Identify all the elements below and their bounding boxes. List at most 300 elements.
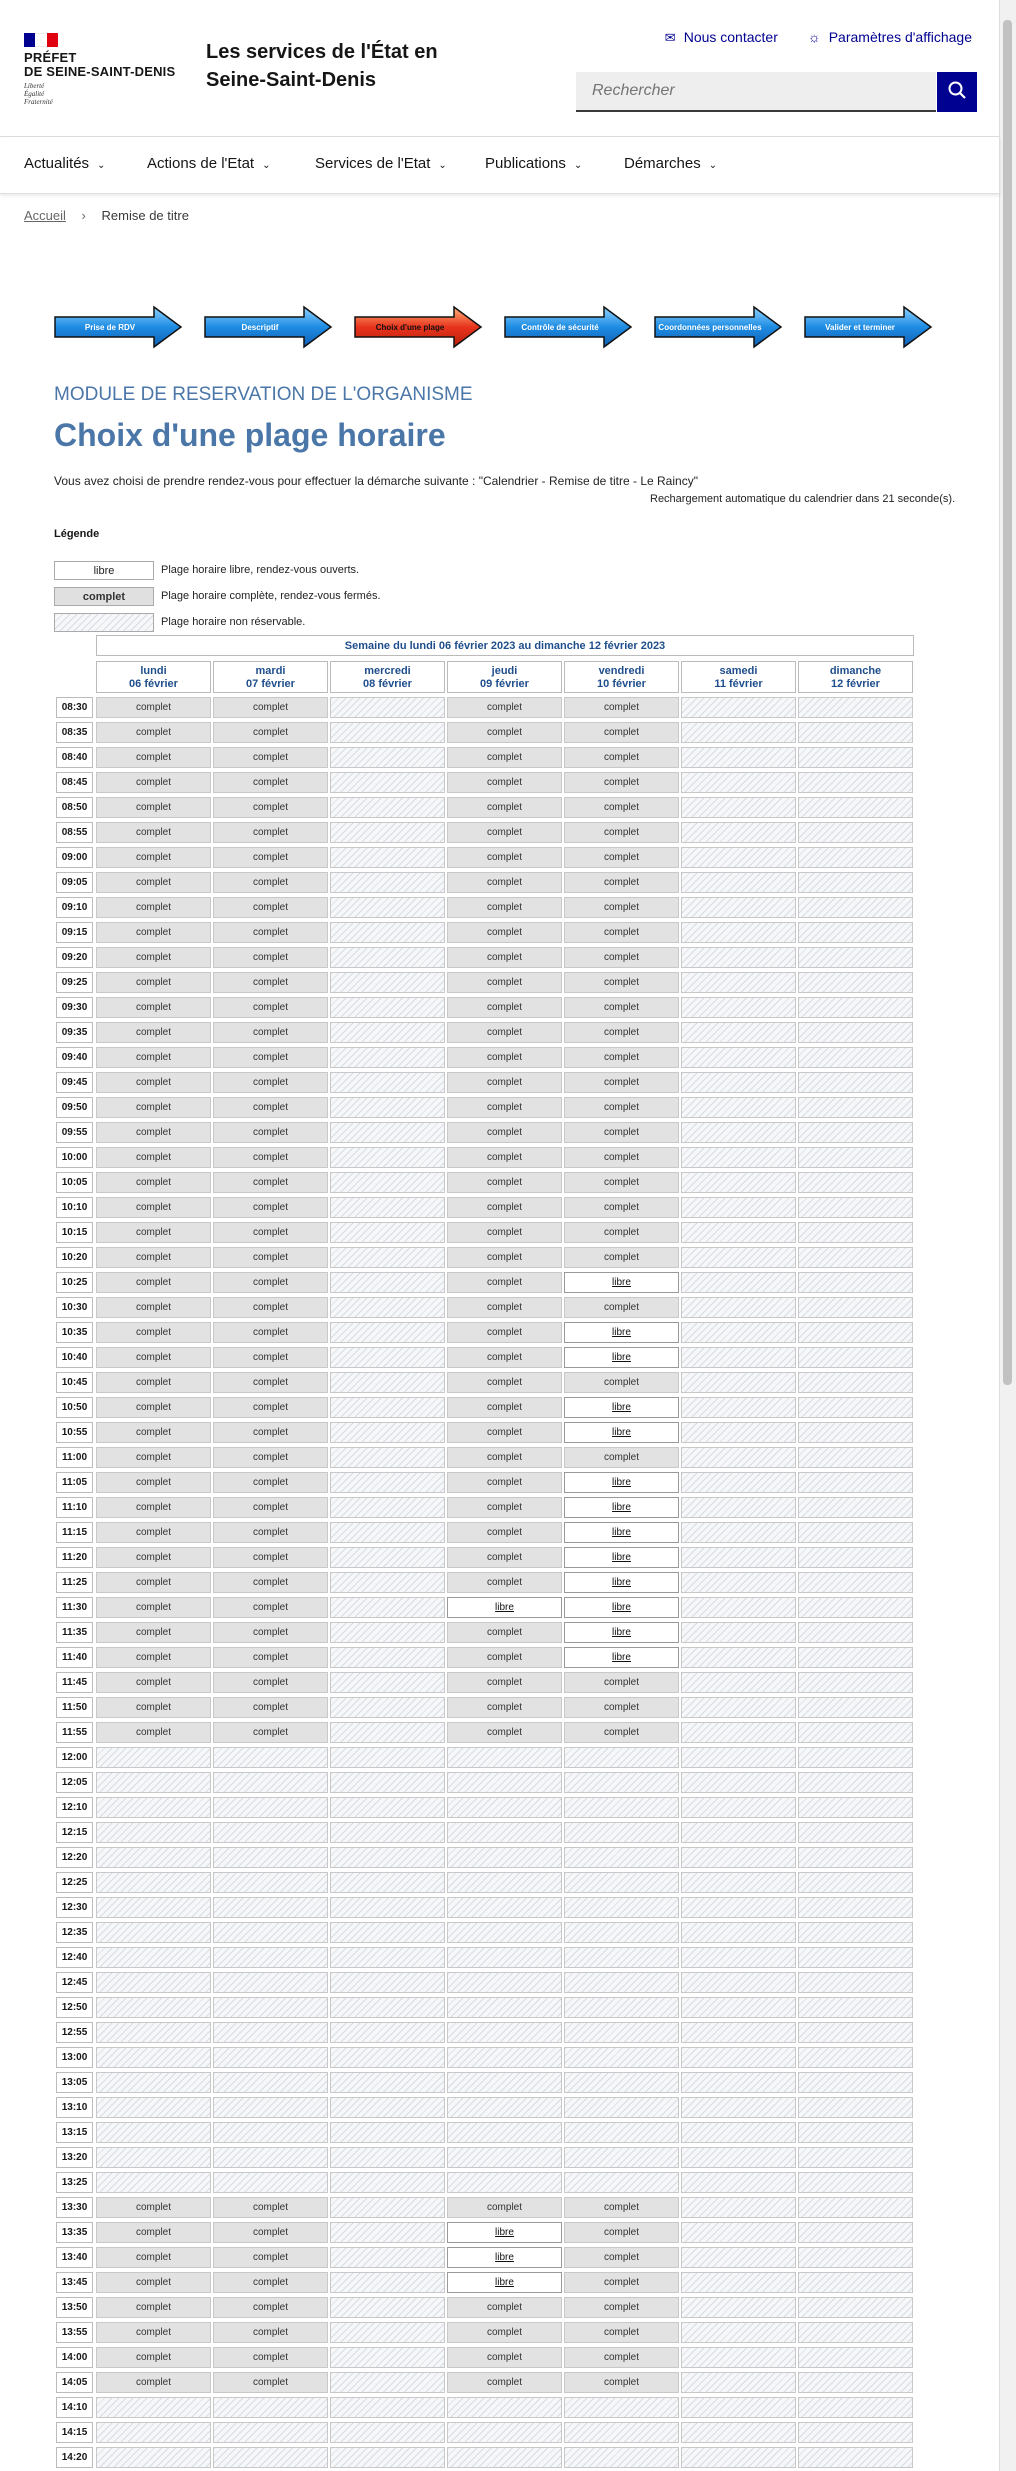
slot-unavailable xyxy=(798,1172,913,1193)
slot-unavailable xyxy=(798,1697,913,1718)
motto-line: Fraternité xyxy=(24,98,53,106)
scrollbar-thumb[interactable] xyxy=(1003,20,1012,1385)
slot-libre-link[interactable]: libre xyxy=(564,1272,679,1293)
chevron-down-icon: ⌄ xyxy=(262,160,271,171)
slot-unavailable xyxy=(681,997,796,1018)
slot-unavailable xyxy=(330,1972,445,1993)
week-label: Semaine du lundi 06 février 2023 au dimanche 12 février 2023 xyxy=(96,635,914,656)
slot-unavailable xyxy=(798,1747,913,1768)
slot-complet: complet xyxy=(96,1497,211,1518)
slot-complet: complet xyxy=(447,1647,562,1668)
slot-unavailable xyxy=(681,947,796,968)
slot-complet: complet xyxy=(564,722,679,743)
slot-libre-link[interactable]: libre xyxy=(447,2272,562,2293)
nav-item-services[interactable] xyxy=(315,155,447,172)
slot-unavailable xyxy=(330,1197,445,1218)
slot-unavailable xyxy=(681,1072,796,1093)
slot-unavailable xyxy=(681,797,796,818)
slot-complet: complet xyxy=(213,1047,328,1068)
slot-unavailable xyxy=(330,1122,445,1143)
slot-unavailable xyxy=(564,2122,679,2143)
slot-unavailable xyxy=(798,772,913,793)
slot-unavailable xyxy=(798,2422,913,2443)
slot-complet: complet xyxy=(96,1397,211,1418)
time-label: 12:35 xyxy=(56,1922,93,1943)
flag-blue xyxy=(24,33,35,47)
slot-libre-link[interactable]: libre xyxy=(564,1647,679,1668)
slot-unavailable xyxy=(798,2372,913,2393)
slot-complet: complet xyxy=(213,897,328,918)
flag-white xyxy=(35,33,46,47)
slot-complet: complet xyxy=(447,797,562,818)
slot-libre-link[interactable]: libre xyxy=(447,2222,562,2243)
slot-unavailable xyxy=(330,1097,445,1118)
slot-complet: complet xyxy=(447,1522,562,1543)
slot-complet: complet xyxy=(447,1197,562,1218)
slot-complet: complet xyxy=(96,797,211,818)
slot-unavailable xyxy=(96,1922,211,1943)
slot-unavailable xyxy=(564,1822,679,1843)
slot-complet: complet xyxy=(213,947,328,968)
nav-item-actions[interactable] xyxy=(147,155,270,172)
slot-unavailable xyxy=(681,1522,796,1543)
slot-complet: complet xyxy=(96,922,211,943)
slot-unavailable xyxy=(330,2247,445,2268)
slot-unavailable xyxy=(564,1872,679,1893)
time-label: 08:45 xyxy=(56,772,93,793)
slot-complet: complet xyxy=(96,722,211,743)
slot-unavailable xyxy=(681,922,796,943)
slot-unavailable xyxy=(447,1747,562,1768)
slot-unavailable xyxy=(681,1322,796,1343)
time-label: 10:15 xyxy=(56,1222,93,1243)
slot-complet: complet xyxy=(96,1547,211,1568)
slot-complet: complet xyxy=(213,2347,328,2368)
time-label: 12:15 xyxy=(56,1822,93,1843)
slot-complet: complet xyxy=(213,1447,328,1468)
slot-unavailable xyxy=(447,2122,562,2143)
time-label: 09:10 xyxy=(56,897,93,918)
slot-unavailable xyxy=(798,1822,913,1843)
slot-unavailable xyxy=(213,2072,328,2093)
slot-unavailable xyxy=(564,1947,679,1968)
slot-unavailable xyxy=(681,1247,796,1268)
slot-complet: complet xyxy=(96,1122,211,1143)
slot-unavailable xyxy=(798,1322,913,1343)
slot-complet: complet xyxy=(96,1222,211,1243)
slot-unavailable xyxy=(330,1322,445,1343)
slot-unavailable xyxy=(213,1997,328,2018)
time-label: 10:10 xyxy=(56,1197,93,1218)
slot-unavailable xyxy=(798,922,913,943)
slot-unavailable xyxy=(96,1897,211,1918)
slot-unavailable xyxy=(681,1572,796,1593)
slot-complet: complet xyxy=(564,947,679,968)
page-scrollbar[interactable] xyxy=(999,0,1016,2471)
slot-complet: complet xyxy=(213,1497,328,1518)
slot-complet: complet xyxy=(213,847,328,868)
slot-unavailable xyxy=(681,1697,796,1718)
time-label: 09:45 xyxy=(56,1072,93,1093)
time-label: 11:05 xyxy=(56,1472,93,1493)
time-label: 09:25 xyxy=(56,972,93,993)
time-label: 10:55 xyxy=(56,1422,93,1443)
slot-complet: complet xyxy=(213,1347,328,1368)
time-label: 13:25 xyxy=(56,2172,93,2193)
slot-complet: complet xyxy=(96,1472,211,1493)
slot-complet: complet xyxy=(447,2197,562,2218)
nav-item-actualites[interactable] xyxy=(24,155,105,172)
breadcrumb-home-link[interactable]: Accueil xyxy=(24,208,66,223)
slot-unavailable xyxy=(330,1747,445,1768)
slot-complet: complet xyxy=(96,972,211,993)
slot-libre-link[interactable]: libre xyxy=(564,1422,679,1443)
slot-unavailable xyxy=(564,2147,679,2168)
slot-complet: complet xyxy=(447,897,562,918)
slot-libre-link[interactable]: libre xyxy=(564,1347,679,1368)
slot-unavailable xyxy=(681,747,796,768)
slot-complet: complet xyxy=(564,847,679,868)
slot-unavailable xyxy=(681,2272,796,2293)
slot-complet: complet xyxy=(447,1372,562,1393)
slot-complet: complet xyxy=(213,1547,328,1568)
slot-complet: complet xyxy=(564,2347,679,2368)
slot-complet: complet xyxy=(96,1522,211,1543)
nav-item-demarches[interactable] xyxy=(624,155,717,172)
slot-unavailable xyxy=(213,2422,328,2443)
time-label: 11:20 xyxy=(56,1547,93,1568)
nav-item-publications[interactable] xyxy=(485,155,582,172)
slot-complet: complet xyxy=(447,1172,562,1193)
prefet-logo[interactable] xyxy=(24,33,175,106)
legend-complet-text: Plage horaire complète, rendez-vous fermés. xyxy=(161,590,381,602)
time-label: 09:50 xyxy=(56,1097,93,1118)
slot-unavailable xyxy=(330,1347,445,1368)
slot-unavailable xyxy=(96,2447,211,2468)
slot-complet: complet xyxy=(213,1297,328,1318)
contact-link[interactable] xyxy=(665,29,778,46)
day-header-jeudi xyxy=(447,661,562,693)
time-label: 13:10 xyxy=(56,2097,93,2118)
time-label: 09:35 xyxy=(56,1022,93,1043)
slot-complet: complet xyxy=(447,1072,562,1093)
slot-unavailable xyxy=(213,1797,328,1818)
legend-unavailable-swatch xyxy=(54,613,154,632)
slot-complet: complet xyxy=(564,972,679,993)
slot-complet: complet xyxy=(96,1097,211,1118)
header-tools xyxy=(665,29,972,46)
time-label: 10:45 xyxy=(56,1372,93,1393)
slot-unavailable xyxy=(330,1172,445,1193)
slot-unavailable xyxy=(564,1847,679,1868)
slot-unavailable xyxy=(798,972,913,993)
slot-unavailable xyxy=(330,2347,445,2368)
slot-complet: complet xyxy=(96,1047,211,1068)
flag-red xyxy=(47,33,58,47)
slot-libre-link[interactable]: libre xyxy=(447,2247,562,2268)
time-label: 12:00 xyxy=(56,1747,93,1768)
slot-unavailable xyxy=(564,1772,679,1793)
time-label: 10:20 xyxy=(56,1247,93,1268)
slot-complet: complet xyxy=(564,1222,679,1243)
slot-complet: complet xyxy=(96,1197,211,1218)
slot-unavailable xyxy=(681,1547,796,1568)
slot-complet: complet xyxy=(564,1447,679,1468)
slot-unavailable xyxy=(798,1872,913,1893)
slot-complet: complet xyxy=(96,2197,211,2218)
step-5 xyxy=(654,305,783,349)
slot-unavailable xyxy=(681,2422,796,2443)
slot-complet: complet xyxy=(447,1247,562,1268)
slot-unavailable xyxy=(447,1872,562,1893)
slot-unavailable xyxy=(798,1422,913,1443)
day-name: samedi xyxy=(719,665,758,677)
time-label: 14:05 xyxy=(56,2372,93,2393)
slot-complet: complet xyxy=(96,2297,211,2318)
slot-complet: complet xyxy=(564,772,679,793)
slot-unavailable xyxy=(330,1822,445,1843)
slot-complet: complet xyxy=(447,2322,562,2343)
slot-complet: complet xyxy=(213,772,328,793)
slot-unavailable xyxy=(96,1772,211,1793)
slot-libre-link[interactable]: libre xyxy=(564,1397,679,1418)
slot-complet: complet xyxy=(447,1672,562,1693)
slot-unavailable xyxy=(330,2072,445,2093)
time-label: 11:25 xyxy=(56,1572,93,1593)
slot-unavailable xyxy=(798,2047,913,2068)
slot-libre-link[interactable]: libre xyxy=(564,1472,679,1493)
legend-unavailable-text: Plage horaire non réservable. xyxy=(161,616,306,628)
search-input[interactable] xyxy=(576,72,936,112)
slot-complet: complet xyxy=(213,1072,328,1093)
service-title[interactable] xyxy=(206,38,438,94)
slot-unavailable xyxy=(798,1622,913,1643)
slot-unavailable xyxy=(330,1297,445,1318)
slot-complet: complet xyxy=(447,972,562,993)
sun-icon: ☼ xyxy=(807,29,821,45)
module-title: MODULE DE RESERVATION DE L'ORGANISME xyxy=(54,384,473,405)
slot-unavailable xyxy=(330,697,445,718)
chevron-down-icon: ⌄ xyxy=(573,160,583,171)
slot-complet: complet xyxy=(564,1197,679,1218)
slot-complet: complet xyxy=(213,2272,328,2293)
slot-unavailable xyxy=(330,1522,445,1543)
slot-unavailable xyxy=(681,772,796,793)
slot-complet: complet xyxy=(564,747,679,768)
slot-unavailable xyxy=(681,1347,796,1368)
nav-label: Services de l'Etat xyxy=(315,155,431,172)
slot-unavailable xyxy=(798,722,913,743)
slot-unavailable xyxy=(330,1147,445,1168)
slot-unavailable xyxy=(798,1247,913,1268)
slot-unavailable xyxy=(798,1272,913,1293)
slot-unavailable xyxy=(96,1847,211,1868)
slot-unavailable xyxy=(798,1472,913,1493)
slot-complet: complet xyxy=(96,1647,211,1668)
slot-complet: complet xyxy=(564,797,679,818)
slot-unavailable xyxy=(798,947,913,968)
step-6 xyxy=(804,305,933,349)
slot-unavailable xyxy=(681,2322,796,2343)
slot-complet: complet xyxy=(564,1097,679,1118)
slot-unavailable xyxy=(681,1972,796,1993)
slot-unavailable xyxy=(798,697,913,718)
slot-unavailable xyxy=(798,1972,913,1993)
slot-unavailable xyxy=(564,1797,679,1818)
slot-unavailable xyxy=(564,1897,679,1918)
slot-unavailable xyxy=(681,2047,796,2068)
slot-complet: complet xyxy=(447,1572,562,1593)
day-date: 06 février xyxy=(129,678,178,690)
slot-unavailable xyxy=(330,722,445,743)
slot-libre-link[interactable]: libre xyxy=(564,1497,679,1518)
slot-complet: complet xyxy=(447,1397,562,1418)
logo-title xyxy=(24,51,175,79)
slot-complet: complet xyxy=(213,1422,328,1443)
slot-complet: complet xyxy=(564,1172,679,1193)
slot-unavailable xyxy=(798,1722,913,1743)
time-label: 08:40 xyxy=(56,747,93,768)
slot-complet: complet xyxy=(447,1497,562,1518)
day-date: 12 février xyxy=(831,678,880,690)
slot-unavailable xyxy=(213,1747,328,1768)
slot-unavailable xyxy=(681,1372,796,1393)
slot-complet: complet xyxy=(447,1047,562,1068)
slot-complet: complet xyxy=(213,922,328,943)
slot-complet: complet xyxy=(447,1347,562,1368)
slot-unavailable xyxy=(447,1972,562,1993)
slot-unavailable xyxy=(798,1047,913,1068)
slot-complet: complet xyxy=(96,897,211,918)
slot-unavailable xyxy=(330,1547,445,1568)
slot-unavailable xyxy=(96,1947,211,1968)
slot-libre-link[interactable]: libre xyxy=(564,1572,679,1593)
slot-unavailable xyxy=(681,1197,796,1218)
slot-complet: complet xyxy=(447,847,562,868)
slot-unavailable xyxy=(330,1797,445,1818)
slot-complet: complet xyxy=(447,822,562,843)
slot-unavailable xyxy=(798,1122,913,1143)
slot-complet: complet xyxy=(96,1672,211,1693)
slot-unavailable xyxy=(681,2397,796,2418)
slot-unavailable xyxy=(330,2397,445,2418)
slot-complet: complet xyxy=(96,747,211,768)
slot-unavailable xyxy=(330,1897,445,1918)
time-label: 10:50 xyxy=(56,1397,93,1418)
slot-libre-link[interactable]: libre xyxy=(564,1522,679,1543)
slot-complet: complet xyxy=(447,772,562,793)
slot-unavailable xyxy=(681,1647,796,1668)
slot-unavailable xyxy=(330,1622,445,1643)
slot-unavailable xyxy=(798,2347,913,2368)
slot-unavailable xyxy=(798,1572,913,1593)
slot-complet: complet xyxy=(96,1447,211,1468)
step-3 xyxy=(354,305,483,349)
slot-unavailable xyxy=(447,2022,562,2043)
time-label: 13:20 xyxy=(56,2147,93,2168)
slot-unavailable xyxy=(447,2072,562,2093)
time-label: 08:50 xyxy=(56,797,93,818)
time-label: 11:40 xyxy=(56,1647,93,1668)
chevron-down-icon: ⌄ xyxy=(97,160,106,171)
slot-unavailable xyxy=(681,2297,796,2318)
slot-complet: complet xyxy=(96,997,211,1018)
slot-complet: complet xyxy=(564,872,679,893)
slot-unavailable xyxy=(798,1222,913,1243)
slot-unavailable xyxy=(213,1772,328,1793)
time-label: 10:40 xyxy=(56,1347,93,1368)
slot-unavailable xyxy=(330,1497,445,1518)
slot-unavailable xyxy=(798,2097,913,2118)
legend-libre-swatch xyxy=(54,561,154,580)
slot-libre-link[interactable]: libre xyxy=(564,1597,679,1618)
slot-unavailable xyxy=(681,1947,796,1968)
time-label: 12:30 xyxy=(56,1897,93,1918)
time-label: 10:30 xyxy=(56,1297,93,1318)
slot-complet: complet xyxy=(213,1597,328,1618)
slot-libre-link[interactable]: libre xyxy=(564,1322,679,1343)
slot-unavailable xyxy=(330,847,445,868)
time-label: 12:40 xyxy=(56,1947,93,1968)
slot-unavailable xyxy=(798,1097,913,1118)
motto-line: Égalité xyxy=(24,90,45,98)
time-label: 10:05 xyxy=(56,1172,93,1193)
step-1 xyxy=(54,305,183,349)
slot-unavailable xyxy=(681,1497,796,1518)
slot-unavailable xyxy=(681,1472,796,1493)
legend-swatch-label: complet xyxy=(82,590,126,603)
slot-complet: complet xyxy=(213,1522,328,1543)
slot-unavailable xyxy=(681,1097,796,1118)
slot-unavailable xyxy=(798,1772,913,1793)
nav-label: Actualités xyxy=(24,155,90,172)
slot-unavailable xyxy=(96,1797,211,1818)
slot-unavailable xyxy=(213,1872,328,1893)
day-header-samedi xyxy=(681,661,796,693)
slot-complet: complet xyxy=(213,1247,328,1268)
slot-complet: complet xyxy=(213,2247,328,2268)
slot-unavailable xyxy=(330,1247,445,1268)
day-name: jeudi xyxy=(491,665,518,677)
time-label: 09:55 xyxy=(56,1122,93,1143)
slot-libre-link[interactable]: libre xyxy=(564,1622,679,1643)
slot-complet: complet xyxy=(564,1147,679,1168)
slot-libre-link[interactable]: libre xyxy=(447,1597,562,1618)
slot-complet: complet xyxy=(96,697,211,718)
slot-libre-link[interactable]: libre xyxy=(564,1547,679,1568)
slot-unavailable xyxy=(447,2422,562,2443)
search-button[interactable] xyxy=(937,72,977,112)
slot-complet: complet xyxy=(96,1297,211,1318)
slot-unavailable xyxy=(681,1822,796,1843)
time-label: 08:35 xyxy=(56,722,93,743)
slot-complet: complet xyxy=(564,1047,679,1068)
slot-unavailable xyxy=(447,2397,562,2418)
time-label: 13:55 xyxy=(56,2322,93,2343)
slot-complet: complet xyxy=(96,2347,211,2368)
slot-complet: complet xyxy=(213,1197,328,1218)
slot-unavailable xyxy=(213,2397,328,2418)
slot-unavailable xyxy=(798,1847,913,1868)
display-settings-button[interactable] xyxy=(808,29,972,46)
slot-complet: complet xyxy=(564,997,679,1018)
time-label: 12:20 xyxy=(56,1847,93,1868)
slot-unavailable xyxy=(798,1497,913,1518)
time-label: 13:00 xyxy=(56,2047,93,2068)
slot-unavailable xyxy=(798,1447,913,1468)
slot-unavailable xyxy=(564,2097,679,2118)
slot-complet: complet xyxy=(564,922,679,943)
